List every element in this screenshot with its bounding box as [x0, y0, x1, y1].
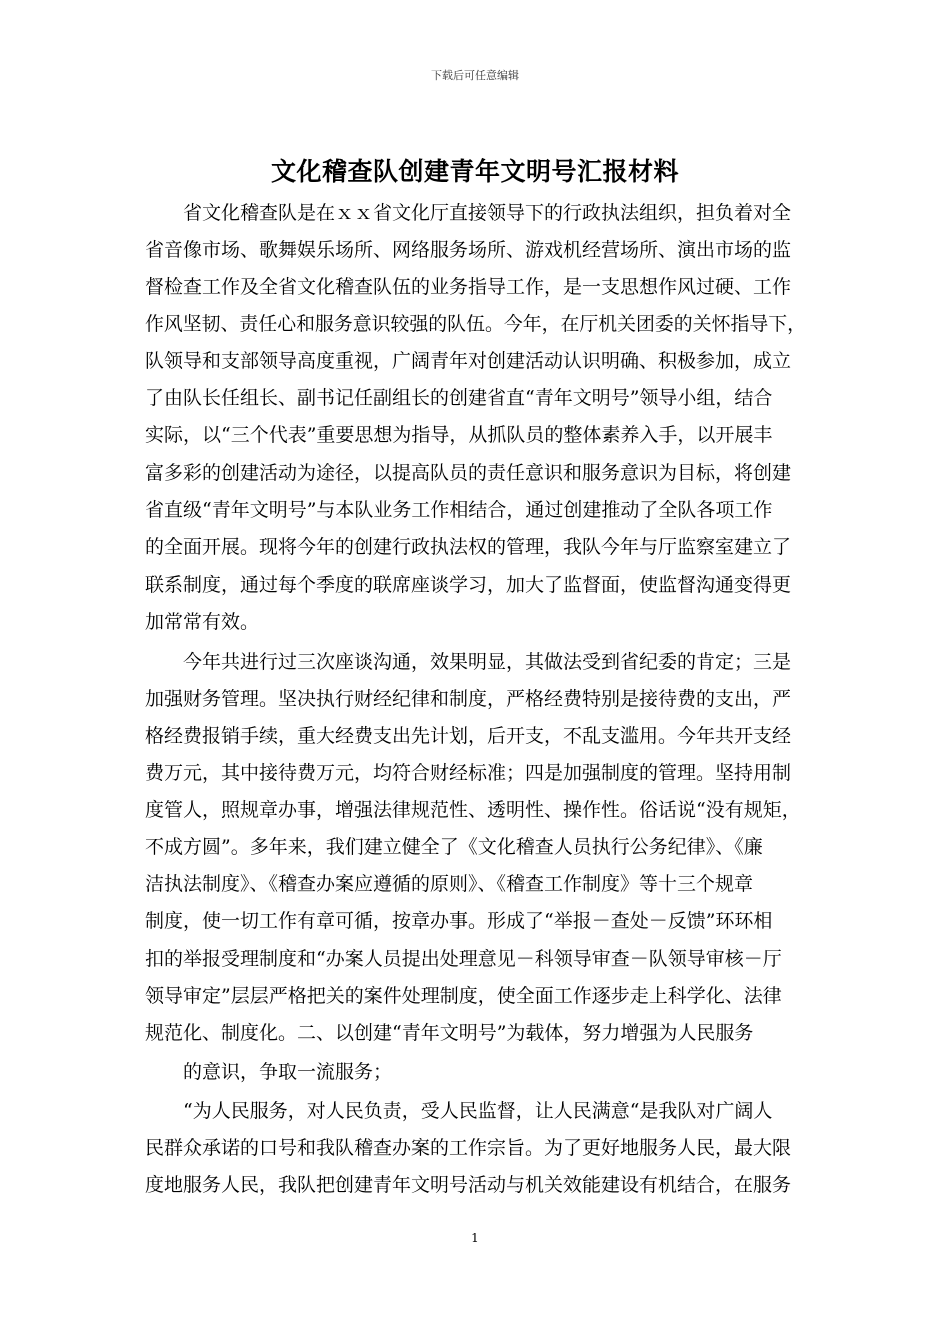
body-line: 联系制度，通过每个季度的联席座谈学习，加大了监督面，使监督沟通变得更 [145, 574, 792, 596]
body-line: 度地服务人民，我队把创建青年文明号活动与机关效能建设有机结合，在服务 [145, 1174, 792, 1196]
page-number: 1 [471, 1231, 479, 1245]
body-line: 民群众承诺的口号和我队稽查办案的工作宗旨。为了更好地服务人民，最大限 [145, 1137, 792, 1159]
body-line: 今年共进行过三次座谈沟通，效果明显，其做法受到省纪委的肯定；三是 [183, 651, 792, 673]
body-line: 扣的举报受理制度和“办案人员提出处理意见－科领导审查－队领导审核－厅 [145, 948, 782, 970]
body-line: 作风坚韧、责任心和服务意识较强的队伍。今年，在厅机关团委的关怀指导下， [145, 313, 807, 335]
body-line: 规范化、制度化。二、以创建“青年文明号”为载体，努力增强为人民服务 [145, 1022, 754, 1044]
body-line: 加常常有效。 [145, 611, 260, 633]
body-line: 洁执法制度》、《稽查办案应遵循的原则》、《稽查工作制度》等十三个规章 [145, 873, 754, 895]
body-line: 省文化稽查队是在ｘｘ省文化厅直接领导下的行政执法组织，担负着对全 [183, 202, 792, 224]
body-line: 格经费报销手续，重大经费支出先计划，后开支，不乱支滥用。今年共开支经 [145, 725, 792, 747]
body-line: “为人民服务，对人民负责，受人民监督，让人民满意“是我队对广阔人 [183, 1100, 773, 1122]
body-line: 领导审定”层层严格把关的案件处理制度，使全面工作逐步走上科学化、法律 [145, 985, 782, 1007]
body-line: 了由队长任组长、副书记任副组长的创建省直“青年文明号”领导小组，结合 [145, 387, 773, 409]
body-line: 省直级“青年文明号”与本队业务工作相结合，通过创建推动了全队各项工作 [145, 499, 773, 521]
body-line: 制度，使一切工作有章可循，按章办事。形成了“举报－查处－反馈”环环相 [145, 910, 773, 932]
body-line: 的全面开展。现将今年的创建行政执法权的管理，我队今年与厅监察室建立了 [145, 536, 792, 558]
body-line: 队领导和支部领导高度重视，广阔青年对创建活动认识明确、积极参加，成立 [145, 350, 792, 372]
body-line: 省音像市场、歌舞娱乐场所、网络服务场所、游戏机经营场所、演出市场的监 [145, 239, 792, 261]
body-line: 费万元，其中接待费万元，均符合财经标准；四是加强制度的管理。坚持用制 [145, 762, 792, 784]
body-line: 实际，以“三个代表”重要思想为指导，从抓队员的整体素养入手，以开展丰 [145, 424, 773, 446]
body-line: 富多彩的创建活动为途径，以提高队员的责任意识和服务意识为目标，将创建 [145, 462, 792, 484]
body-line: 的意识，争取一流服务； [183, 1061, 393, 1083]
body-line: 不成方圆”。多年来，我们建立健全了《文化稽查人员执行公务纪律》、《廉 [145, 836, 763, 858]
body-line: 度管人，照规章办事，增强法律规范性、透明性、操作性。俗话说“没有规矩， [145, 799, 801, 821]
body-line: 加强财务管理。坚决执行财经纪律和制度，严格经费特别是接待费的支出，严 [145, 688, 792, 710]
body-line: 督检查工作及全省文化稽查队伍的业务指导工作，是一支思想作风过硬、工作 [145, 276, 792, 298]
document-title: 文化稽查队创建青年文明号汇报材料 [270, 157, 679, 186]
header-note: 下载后可任意编辑 [431, 69, 519, 82]
